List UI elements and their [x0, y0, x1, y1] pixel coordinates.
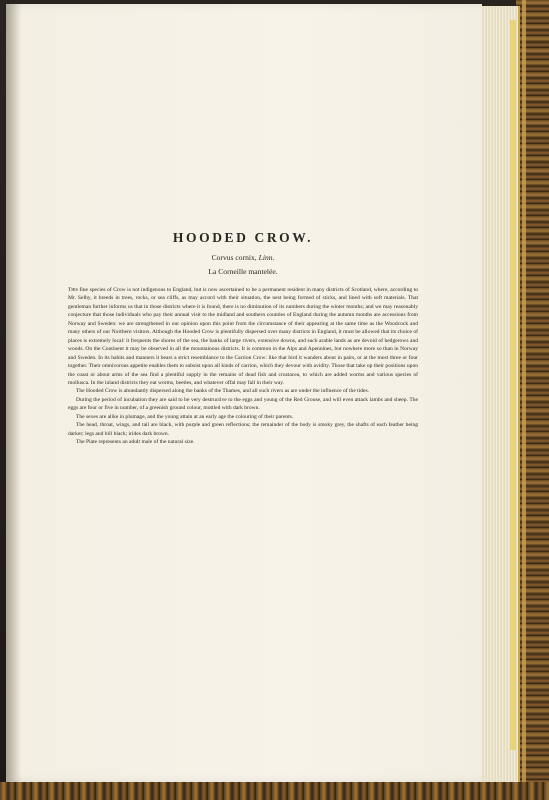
text-block [68, 230, 418, 447]
french-name: La Corneille mantelée. [208, 267, 278, 276]
paragraph-6: The Plate represents an adult male of the natural size. [76, 439, 195, 446]
gilt-ornament-bottom [0, 782, 549, 800]
latin-name-line [68, 253, 418, 262]
gilt-ornament-border [516, 0, 549, 800]
lead-word: This [68, 287, 78, 293]
body-text [68, 286, 418, 447]
paragraph-5: The head, throat, wings, and tail are black, with purple and green reflections; the remainder of the body is smoky grey, the shafts of each feather being darker; legs and bill black; irides dark brown. [68, 422, 418, 437]
paragraph-1 [68, 286, 418, 387]
paragraph-4: The sexes are alike in plumage, and the young attain at an early age the colouring of their parents. [76, 413, 294, 420]
latin-authority: Linn. [258, 253, 275, 262]
paragraph-2: The Hooded Crow is abundantly dispersed along the banks of the Thames, and all such rivers as are under the influence of the tides. [76, 388, 370, 395]
paragraph-3: During the period of incubation they are said to be very destructive to the eggs and young of the Red Grouse, and will even attack lambs and sheep. The eggs are four or five in number, of a greenish ground colour, mottled with dark brown. [68, 396, 418, 412]
gilt-page-edge [510, 20, 516, 750]
page-title: HOODED CROW. [172, 230, 314, 245]
paragraph-text: fine species of Crow is not indigenous to England, but is now ascertained to be a permanent resident in many districts of Scotland, where, according to Mr. Selby, it breeds in trees, rocks, or sea cliffs, as may accord with their situation, the nest being formed of sticks, and lined with soft materials. That gentleman further informs us that in those districts where it is found, there is no diminution of its numbers during the winter months; and we may reasonably conjecture that those individuals who pay their annual visit to the midland and southern counties of England during the autumn months are accessions from Norway and Sweden: we are strengthened in our opinion upon this point from the circumstance of their appearing at the same time as the Woodcock and many others of our Northern visitors. Although the Hooded Crow is plentifully dispersed over many districts in England, it must be allowed that its choice of places is extremely local: it frequents the shores of the sea, the banks of large rivers, extensive downs, and such arable lands as are devoid of hedgerows and woods. On the Continent it may be observed in all the mountainous districts. It is common in the Alps and Apennines, but nowhere more so than in Norway and Sweden. In its habits and manners it bears a strict resemblance to the Carrion Crow: like that bird it wanders about in pairs, or at the most three or four together. Their omnivorous appetite enables them to subsist upon all kinds of carrion, which they devour with avidity. Those that take up their positions upon the coast or about arms of the sea find a plentiful supply in the remains of dead fish and crustacea, to which are added worms and various species of mollusca. In the inland districts they eat worms, beetles, and whatever offal may fall in their way. [68, 287, 418, 386]
spine-shadow [6, 4, 22, 782]
gilt-line [522, 0, 526, 800]
latin-name: Corvus cornix, [211, 253, 257, 262]
book-page [6, 4, 482, 782]
